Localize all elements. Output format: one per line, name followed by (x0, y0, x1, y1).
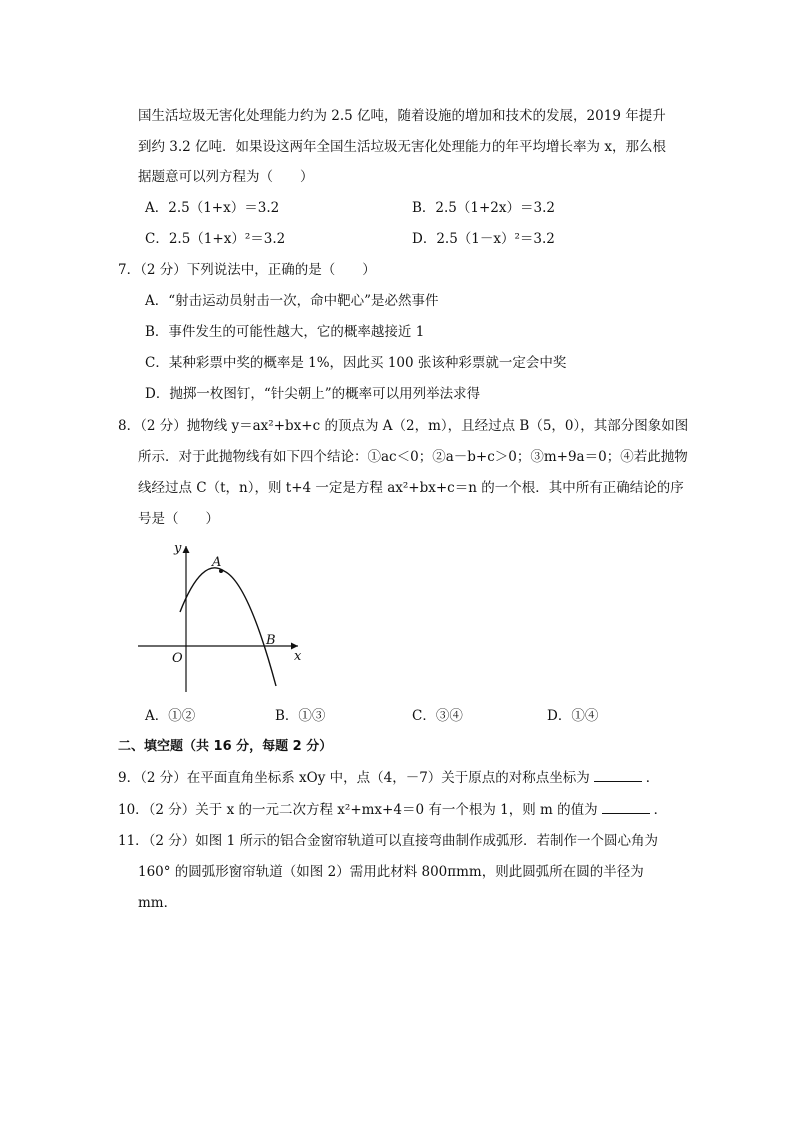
q6-line-2: 到约 3.2 亿吨．如果设这两年全国生活垃圾无害化处理能力的年平均增长率为 x，那么根 (138, 139, 666, 155)
q11-line-1: 11．（2 分）如图 1 所示的铝合金窗帘轨道可以直接弯曲制作成弧形．若制作一个圆心角为 (118, 833, 658, 849)
parabola-graph (138, 538, 308, 696)
q9-answer-blank[interactable] (594, 769, 642, 782)
section-heading-fill-in: 二、填空题（共 16 分，每题 2 分） (118, 739, 333, 754)
q10-answer-blank[interactable] (602, 801, 650, 814)
q6-line-1: 国生活垃圾无害化处理能力约为 2.5 亿吨，随着设施的增加和技术的发展，2019 年提升 (138, 108, 666, 124)
q8-option-d[interactable]: D．①④ (547, 708, 599, 724)
q8-line-4: 号是（ ） (138, 511, 219, 527)
q8-option-a[interactable]: A．①② (145, 708, 196, 724)
q10-end: ． (653, 802, 668, 818)
q7-option-a[interactable]: A．“射击运动员射击一次，命中靶心”是必然事件 (145, 293, 439, 309)
q6-option-b[interactable]: B．2.5（1+2x）＝3.2 (412, 200, 555, 216)
q9-line (118, 768, 659, 788)
q9-end: ． (645, 770, 660, 786)
q10-text: 10．（2 分）关于 x 的一元二次方程 x²+mx+4＝0 有一个根为 1，则 m 的值为 (118, 802, 598, 818)
parabola-figure (138, 538, 308, 696)
q6-option-a[interactable]: A．2.5（1+x）＝3.2 (145, 200, 280, 216)
q8-line-2: 所示．对于此抛物线有如下四个结论：①ac＜0；②a－b+c＞0；③m+9a＝0；④若此抛物 (138, 449, 688, 465)
q11-line-2: 160° 的圆弧形窗帘轨道（如图 2）需用此材料 800πmm，则此圆弧所在圆的半径为 (138, 864, 644, 880)
q7-option-b[interactable]: B．事件发生的可能性越大，它的概率越接近 1 (145, 324, 425, 340)
x-axis-label: x (294, 649, 302, 664)
q8-line-3: 线经过点 C（t，n），则 t+4 一定是方程 ax²+bx+c＝n 的一个根．其中所有正确结论的序 (138, 480, 684, 496)
q9-text: 9．（2 分）在平面直角坐标系 xOy 中，点（4，－7）关于原点的对称点坐标为 (118, 770, 590, 786)
root-label: B (266, 633, 276, 648)
y-axis-label: y (174, 541, 182, 556)
q6-option-d[interactable]: D．2.5（1－x）²＝3.2 (412, 231, 555, 247)
parabola-curve (180, 568, 276, 686)
q6-option-c[interactable]: C．2.5（1+x）²＝3.2 (145, 231, 286, 247)
origin-label: O (172, 651, 183, 666)
q7-stem: 7．（2 分）下列说法中，正确的是（ ） (118, 262, 376, 278)
q8-option-b[interactable]: B．①③ (275, 708, 326, 724)
q7-option-c[interactable]: C．某种彩票中奖的概率是 1%，因此买 100 张该种彩票就一定会中奖 (145, 355, 567, 371)
q10-line (118, 800, 667, 820)
q8-option-c[interactable]: C．③④ (412, 708, 463, 724)
q7-option-d[interactable]: D．抛掷一枚图钉，“针尖朝上”的概率可以用列举法求得 (145, 386, 481, 402)
q11-line-3: mm． (138, 895, 178, 911)
vertex-label: A (212, 555, 222, 570)
q6-line-3: 据题意可以列方程为（ ） (138, 169, 314, 185)
y-axis-arrow-icon (183, 546, 190, 553)
q8-line-1: 8．（2 分）抛物线 y＝ax²+bx+c 的顶点为 A（2，m），且经过点 B（5，0），其部分图象如图 (118, 418, 689, 434)
